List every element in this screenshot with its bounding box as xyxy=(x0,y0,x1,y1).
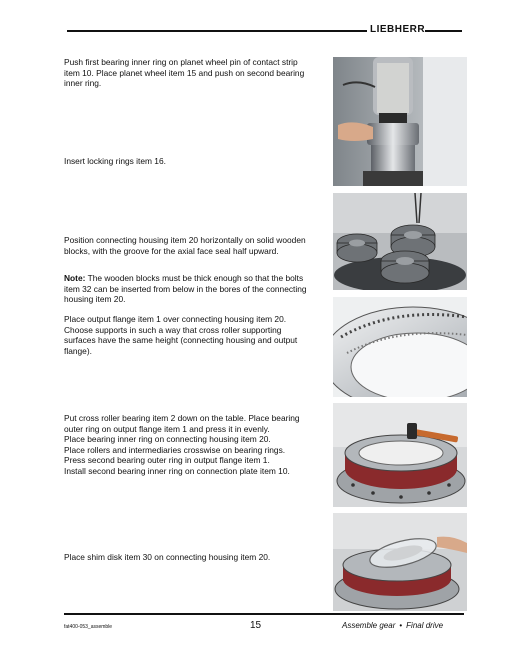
section-title xyxy=(342,621,443,630)
section-title-left: Assemble gear xyxy=(342,621,396,630)
section-title-right: Final drive xyxy=(406,621,444,630)
instruction-paragraph: Place shim disk item 30 on connecting housing item 20. xyxy=(64,552,271,562)
photo-shim-disk xyxy=(333,513,467,611)
brand-logo: LIEBHERR xyxy=(370,24,426,35)
photo-cross-roller-bearing xyxy=(333,297,467,397)
header-line-right xyxy=(425,30,462,32)
bullet-separator: • xyxy=(399,621,403,630)
photo-press-bearing xyxy=(333,57,467,186)
instruction-paragraph: Push first bearing inner ring on planet wheel pin of contact strip item 10. Place planet wheel item 15 and push on second bearing inner ring. xyxy=(64,57,305,89)
note-label: Note: xyxy=(64,273,86,283)
note-text: The wooden blocks must be thick enough so that the bolts item 32 can be inserted from below in the bores of the connecting housing item 20. xyxy=(64,273,307,305)
instruction-paragraph: Insert locking rings item 16. xyxy=(64,156,166,166)
page-number: 15 xyxy=(250,620,262,631)
footer-line xyxy=(64,613,464,615)
note-paragraph xyxy=(64,273,314,305)
photo-press-outer-ring xyxy=(333,403,467,507)
header-line-left xyxy=(67,30,367,32)
instruction-paragraph: Position connecting housing item 20 horizontally on solid wooden blocks, with the groove for the axial face seal half upward. xyxy=(64,235,306,256)
instruction-paragraph: Put cross roller bearing item 2 down on the table. Place bearing outer ring on output flange item 1 and press it in evenly. Place bearing inner ring on connecting housing item 20. Place rollers and intermediaries crosswise on bearing rings. Press second bearing outer ring in output flange item 1. Install second bearing inner ring on connection plate item 10. xyxy=(64,413,300,476)
document-code: fat400-053_assemble xyxy=(64,624,113,630)
instruction-paragraph: Place output flange item 1 over connecting housing item 20. Choose supports in such a way that cross roller supporting surfaces have the same height (connecting housing and output flange). xyxy=(64,314,298,356)
photo-planet-wheels xyxy=(333,193,467,290)
